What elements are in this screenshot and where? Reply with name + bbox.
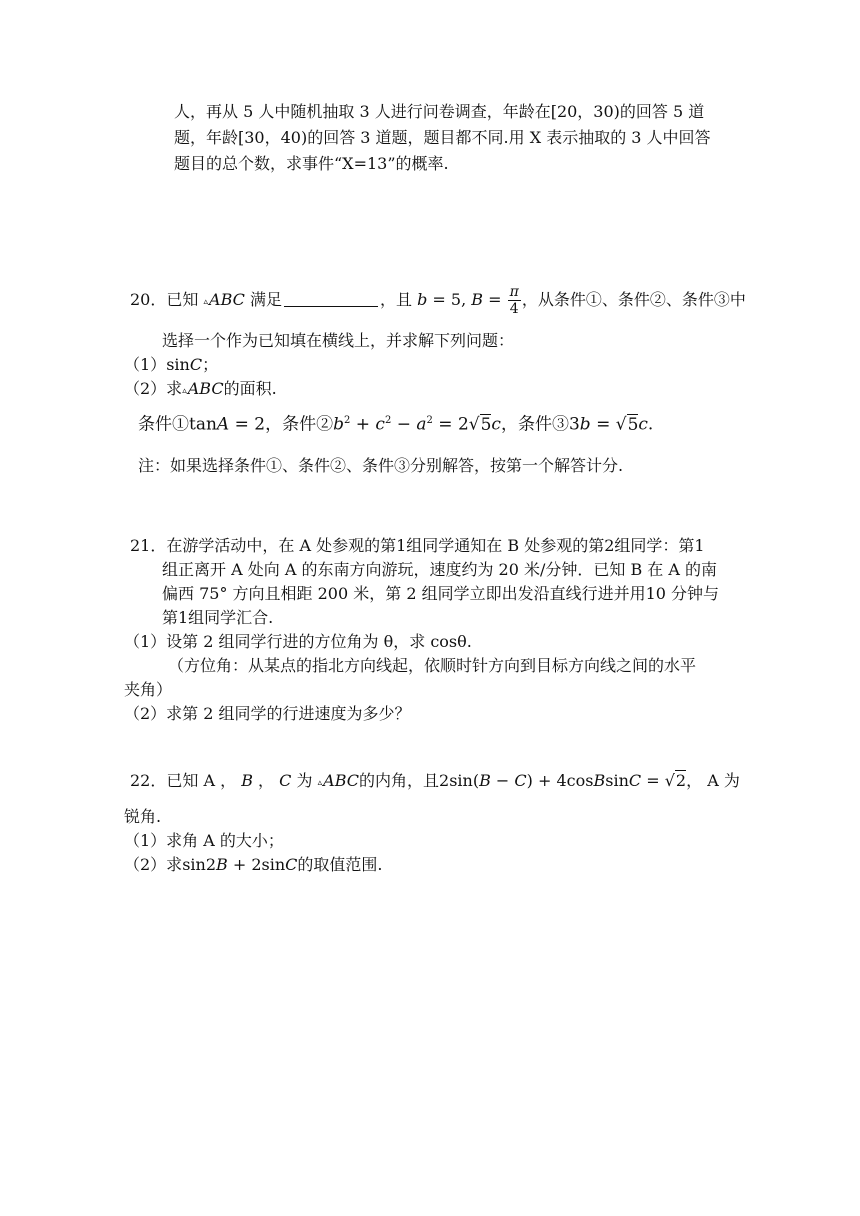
q20-note: 注：如果选择条件①、条件②、条件③分别解答，按第一个解答计分. [138, 456, 624, 475]
q22-part-1: （1）求角 A 的大小； [124, 831, 284, 850]
triangle-icon: ▵ [317, 778, 323, 788]
q22-line-2: 锐角. [124, 807, 162, 826]
q21-part-2: （2）求第 2 组同学的行进速度为多少？ [124, 704, 411, 723]
q20-conditions: 条件①tanA = 2，条件$②b^2 + c^2 - a^2 = 2√5c$，条件③3b = √5c. [138, 414, 654, 435]
triangle-icon: ▵ [203, 297, 209, 307]
q22-part-2: （2）求sin2B + 2sinC的取值范围. [124, 855, 383, 874]
triangle-icon: ▵ [182, 386, 187, 396]
q20-part-2: （2）求▵ABC的面积. [124, 379, 277, 398]
q19-line-2: 题，年龄[30，40)的回答 3 道题，题目都不同.用 X 表示抽取的 3 人中回答 [174, 128, 711, 147]
pi-over-4-fraction: $\frac{\pi}{4}$ [509, 284, 519, 317]
q21-line-2: 组正离开 A 处向 A 的东南方向游玩，速度约为 20 米/分钟．已知 B 在 A 的南 [162, 560, 718, 579]
q21-note-line-1: （方位角：从某点的指北方向线起，依顺时针方向到目标方向线之间的水平 [168, 656, 697, 675]
q19-line-3: 题目的总个数，求事件“X=13”的概率. [174, 154, 449, 173]
q21-line-4: 第1组同学汇合. [162, 608, 274, 627]
q20-line-2: 选择一个作为已知填在横线上，并求解下列问题： [162, 331, 515, 350]
q21-line-3: 偏西 75° 方向且相距 200 米，第 2 组同学立即出发沿直线行进并用10 分钟与 [162, 584, 720, 603]
q20-stem: 20．已知 ▵ABC 满足 ，且 b = 5, B = $\frac{\pi}{4}$ ，从条件①、条件②、条件③中 [130, 284, 746, 317]
q22-number: 22． [130, 771, 167, 790]
q20-number: 20． [130, 290, 167, 309]
q21-note-line-2: 夹角） [124, 680, 173, 699]
q21-part-1: （1）设第 2 组同学行进的方位角为 θ，求 cosθ. [124, 632, 472, 651]
q20-fill-blank [284, 292, 378, 307]
q19-line-1: 人，再从 5 人中随机抽取 3 人进行问卷调查，年龄在[20，30)的回答 5 道 [174, 102, 705, 121]
q22-stem: 22．已知 A ， B ， C 为 ▵ABC的内角，且2sin(B − C) + 4cosBsinC = √2， A 为 [130, 771, 740, 790]
q21-line-1: 21．在游学活动中，在 A 处参观的第1组同学通知在 B 处参观的第2组同学：第1 [130, 536, 705, 555]
q20-part-1: （1）sinC； [124, 355, 219, 374]
